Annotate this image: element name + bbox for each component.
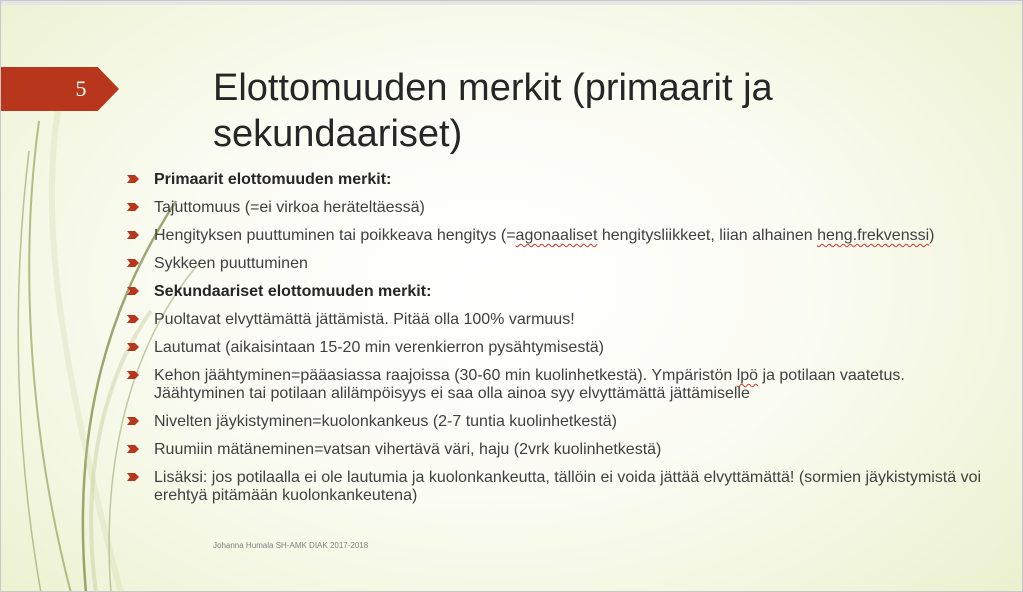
arrow-bullet-icon [127,202,139,212]
arrow-bullet-icon [127,370,139,380]
arrow-bullet-icon [127,230,139,240]
arrow-bullet-icon [127,416,139,426]
arrow-bullet-icon [127,342,139,352]
list-item: Tajuttomuus (=ei virkoa heräteltäessä) [125,199,995,217]
slide-number: 5 [75,76,87,101]
list-item: Puoltavat elvyttämättä jättämistä. Pitää olla 100% varmuus! [125,311,995,329]
arrow-bullet-icon [127,174,139,184]
list-item: Lautumat (aikaisintaan 15-20 min verenkierron pysähtymisestä) [125,339,995,357]
arrow-bullet-icon [127,314,139,324]
list-item: Hengityksen puuttuminen tai poikkeava hengitys (=agonaaliset hengitysliikkeet, liian alhainen heng.frekvenssi) [125,227,995,245]
bullet-list [125,171,995,505]
list-item: Primaarit elottomuuden merkit: [125,171,995,189]
list-item: Ruumiin mätäneminen=vatsan vihertävä väri, haju (2vrk kuolinhetkestä) [125,441,995,459]
arrow-bullet-icon [127,444,139,454]
list-item: Sekundaariset elottomuuden merkit: [125,283,995,301]
slide-number-flag [1,67,119,111]
slide-title: Elottomuuden merkit (primaarit ja sekundaariset) [213,67,773,155]
list-item: Kehon jäähtyminen=pääasiassa raajoissa (30-60 min kuolinhetkestä). Ympäristön lpö ja potilaan vaatetus. Jäähtyminen tai potilaan alilämpöisyys ei saa olla ainoa syy elvyttämättä jättämiselle [125,367,995,403]
list-item: Lisäksi: jos potilaalla ei ole lautumia ja kuolonkankeutta, tällöin ei voida jättää elvyttämättä! (sormien jäykistymistä voi erehtyä pitämään kuolonkankeutena) [125,469,995,505]
arrow-bullet-icon [127,286,139,296]
arrow-bullet-icon [127,258,139,268]
list-item: Sykkeen puuttuminen [125,255,995,273]
list-item: Nivelten jäykistyminen=kuolonkankeus (2-7 tuntia kuolinhetkestä) [125,413,995,431]
slide-footer: Johanna Humala SH-AMK DIAK 2017-2018 [213,541,369,550]
arrow-bullet-icon [127,472,139,482]
